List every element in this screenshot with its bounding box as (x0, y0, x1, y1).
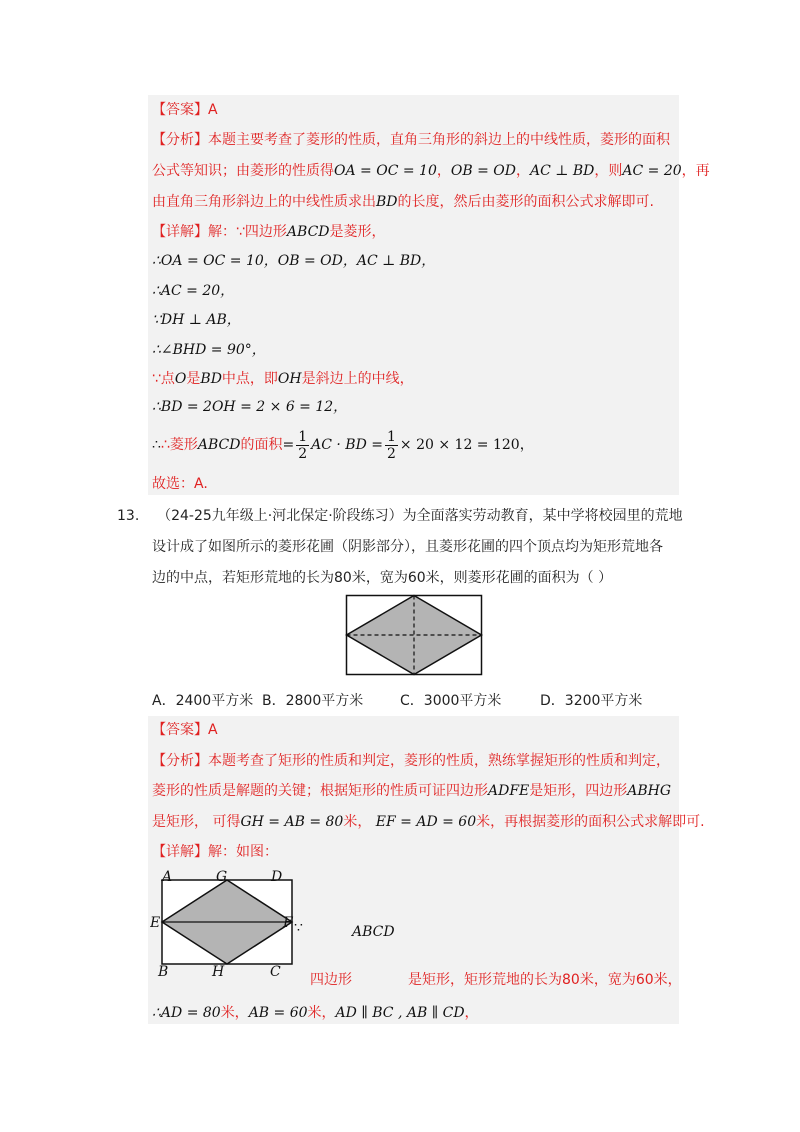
label-d: D (271, 869, 283, 885)
quad-name: ABCD (352, 924, 395, 940)
step-6: ∴BD = 2OH = 2 × 6 = 12， (152, 399, 348, 415)
quad-rectangle-line: 四边形 是矩形，矩形荒地的长为80米，宽为60米， (310, 972, 682, 988)
analysis2-line-3: 是矩形， 可得GH = AB = 80米， EF = AD = 60米，再根据菱形的面积公式求解即可. (152, 814, 705, 830)
option-a[interactable]: A．2400平方米 (152, 693, 254, 709)
because-symbol: ∵ (294, 920, 303, 936)
step-4: ∴∠BHD = 90°， (152, 342, 266, 358)
analysis-line-3: 由直角三角形斜边上的中线性质求出BD的长度，然后由菱形的面积公式求解即可. (152, 194, 654, 210)
label-f: F (283, 915, 293, 931)
question-figure-rhombus (345, 594, 483, 676)
label-e: E (150, 915, 161, 931)
fraction-half-1: $\frac{1}{2}$ (298, 428, 308, 462)
label-c: C (270, 964, 281, 978)
fraction-half-2: $\frac{1}{2}$ (386, 428, 396, 462)
option-c[interactable]: C．3000平方米 (400, 693, 502, 709)
step-7: ∴∴菱形ABCD的面积= $\frac{1}{2}$ AC · BD = $\frac{1}{2}$ × 20 × 12 = 120， (152, 428, 534, 462)
step-2: ∴AC = 20， (152, 283, 235, 299)
analysis-line-2: 公式等知识；由菱形的性质得OA = OC = 10，OB = OD，AC ⊥ BD，则AC = 20，再 (152, 163, 710, 179)
label-h: H (212, 964, 225, 978)
label-a: A (162, 869, 173, 885)
detail-line: 【详解】解：∵四边形ABCD是菱形， (152, 224, 386, 240)
choice-line: 故选：A. (152, 476, 208, 492)
step-1: ∴OA = OC = 10，OB = OD，AC ⊥ BD， (152, 253, 436, 269)
question-13-line-1: 13. （24-25九年级上·河北保定·阶段练习）为全面落实劳动教育，某中学将校园里的荒地 (117, 508, 683, 524)
label-g: G (216, 869, 228, 885)
question-13-line-2: 设计成了如图所示的菱形花圃（阴影部分），且菱形花圃的四个顶点均为矩形荒地各 (152, 539, 663, 555)
answer-line-2: 【答案】A (152, 722, 218, 738)
final-line: ∴AD = 80米，AB = 60米，AD ∥ BC , AB ∥ CD， (152, 1005, 479, 1021)
analysis2-line-1: 【分析】本题考查了矩形的性质和判定，菱形的性质，熟练掌握矩形的性质和判定， (152, 753, 670, 769)
label-b: B (158, 964, 169, 978)
detail2-line: 【详解】解：如图： (152, 844, 278, 860)
question-13-line-3: 边的中点，若矩形荒地的长为80米，宽为60米，则菱形花圃的面积为（ ） (152, 570, 613, 586)
detail-figure-rectangle (150, 866, 310, 978)
step-3: ∵DH ⊥ AB， (152, 312, 241, 328)
answer-line: 【答案】A (152, 102, 218, 118)
step-5: ∵点O是BD中点，即OH是斜边上的中线， (152, 371, 414, 387)
option-d[interactable]: D．3200平方米 (540, 693, 643, 709)
analysis2-line-2: 菱形的性质是解题的关键；根据矩形的性质可证四边形ADFE是矩形，四边形ABHG (152, 783, 672, 799)
option-b[interactable]: B．2800平方米 (262, 693, 364, 709)
analysis-line-1: 【分析】本题主要考查了菱形的性质，直角三角形的斜边上的中线性质，菱形的面积 (152, 132, 670, 148)
